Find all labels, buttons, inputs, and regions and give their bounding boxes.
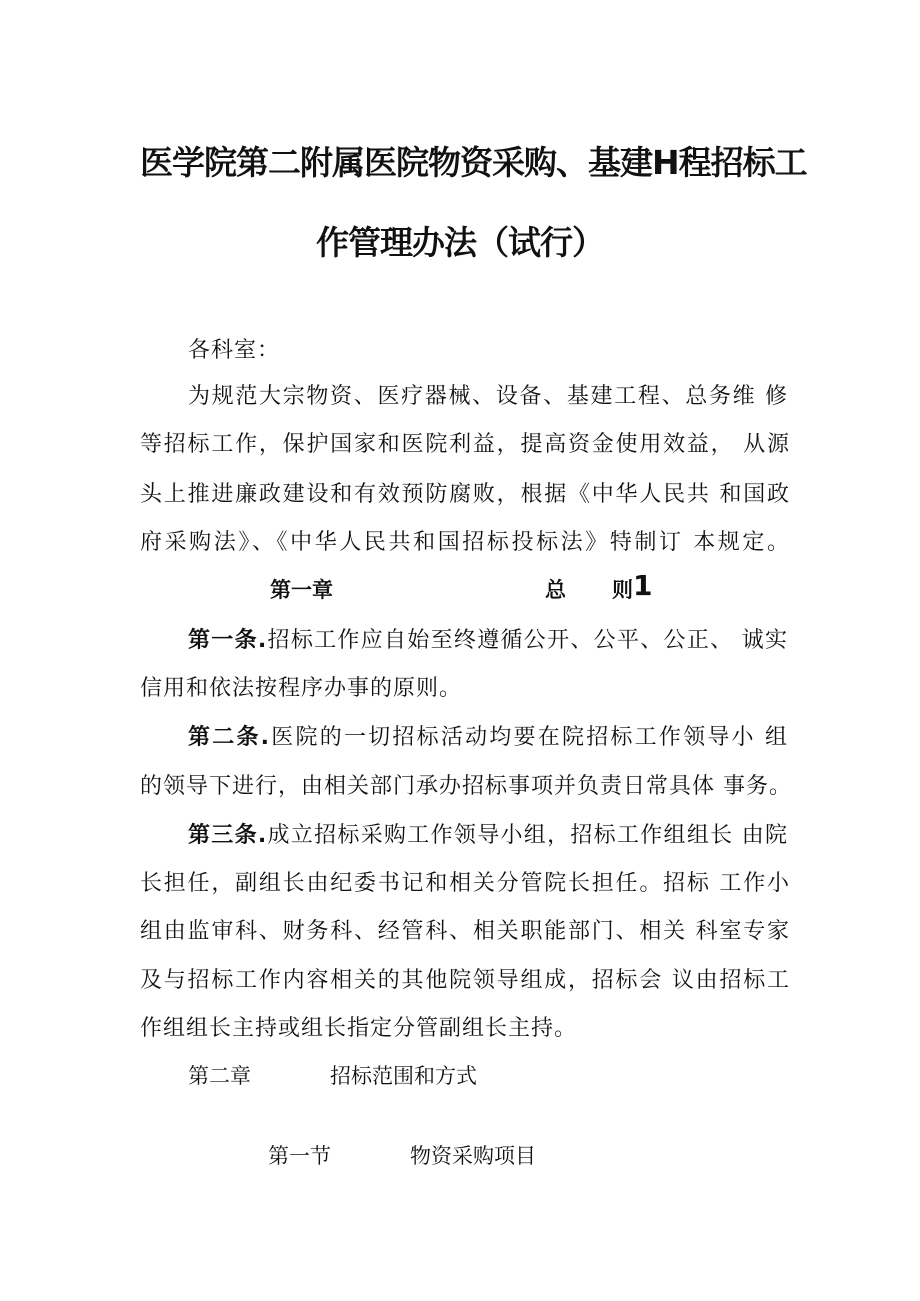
article-label: 第一条.: [188, 628, 268, 653]
article-text: 成立招标采购工作领导小组，招标工作组组长 由院: [267, 823, 789, 848]
preamble-line: 府采购法》、《中华人民共和国招标投标法》特制订 本规定。: [140, 530, 790, 555]
article-3-line: 及与招标工作内容相关的其他院领导组成，招标会 议由招标工: [140, 968, 790, 993]
preamble-line: 头上推进廉政建设和有效预防腐败，根据《中华人民共 和国政: [140, 482, 790, 507]
document-title-line-2: 作管理办法（试行）: [316, 223, 604, 262]
document-title-line-1: 医学院第二附属医院物资采购、基建H程招标工: [140, 143, 807, 182]
article-2-line: 的领导下进行，由相关部门承办招标事项并负责日常具体 事务。: [140, 774, 792, 799]
article-1-line: 信用和依法按程序办事的原则。: [140, 676, 463, 701]
article-text: 招标工作应自始至终遵循公开、公平、公正、 诚实: [267, 628, 789, 653]
section-1-title: 物资采购项目: [410, 1144, 536, 1168]
article-2-first-line: [188, 727, 788, 749]
section-1-number: 第一节: [268, 1144, 331, 1168]
article-label: 第三条.: [188, 823, 268, 848]
preamble-line: 等招标工作，保护国家和医院利益，提高资金使用效益， 从源: [140, 432, 790, 457]
article-3-first-line: [188, 825, 788, 847]
chapter-2-title: 招标范围和方式: [330, 1064, 477, 1088]
salutation: 各科室：: [188, 338, 281, 363]
article-3-line: 长担任，副组长由纪委书记和相关分管院长担任。招标 工作小: [140, 871, 790, 896]
preamble-line: 为规范大宗物资、医疗器械、设备、基建工程、总务维 修: [188, 384, 788, 409]
article-3-line: 作组组长主持或组长指定分管副组长主持。: [140, 1016, 578, 1041]
chapter-1-title-part-a: 总: [545, 578, 566, 602]
article-text: 医院的一切招标活动均要在院招标工作领导小 组: [270, 725, 789, 750]
chapter-1-number: 第一章: [270, 578, 333, 602]
article-1-first-line: [188, 630, 788, 652]
chapter-1-title-part-b: 则: [612, 578, 633, 602]
chapter-2-number: 第二章: [188, 1064, 251, 1088]
article-3-line: 组由监审科、财务科、经管科、相关职能部门、相关 科室专家: [140, 919, 790, 944]
chapter-1-mark: 1: [633, 569, 653, 602]
article-label: 第二条.: [188, 725, 271, 750]
